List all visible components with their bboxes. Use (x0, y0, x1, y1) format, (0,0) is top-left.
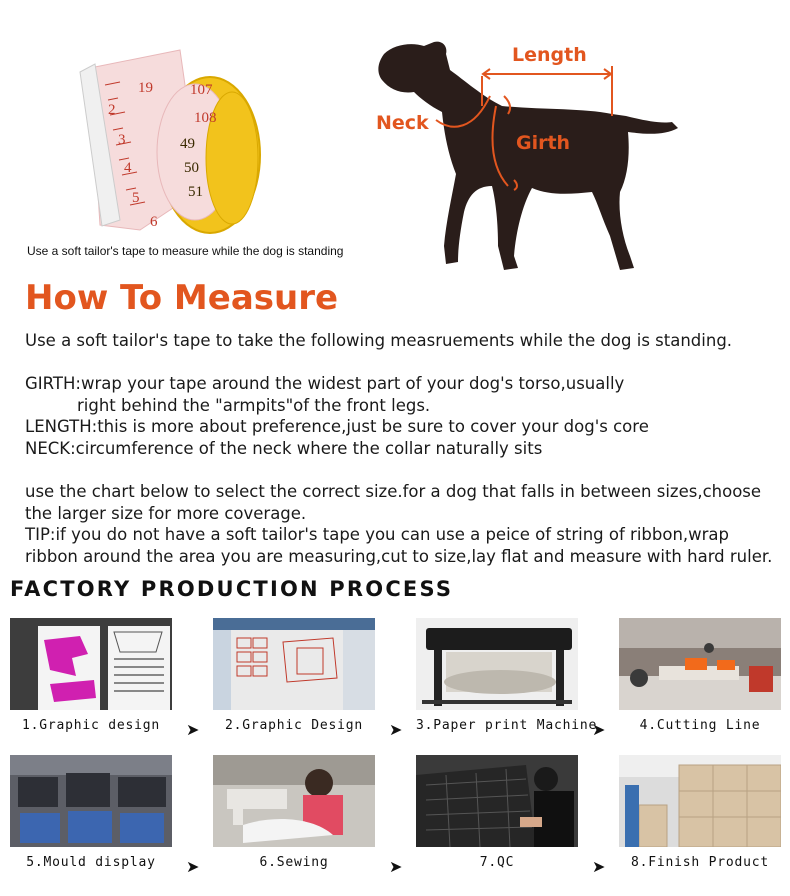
chart-instruction-continued: the larger size for more coverage. (25, 503, 307, 523)
arrow-right-icon: ➤ (186, 857, 200, 876)
length-label: Length (512, 44, 587, 66)
step-label: 1.Graphic design (21, 718, 161, 733)
tape-number: 108 (194, 110, 217, 126)
chart-instruction: use the chart below to select the correct size.for a dog that falls in between sizes,choose (25, 482, 762, 502)
process-step-paper-print-machine (416, 618, 598, 733)
process-step-qc (416, 755, 578, 870)
tape-number: 19 (138, 80, 153, 96)
tape-number: 107 (190, 82, 213, 98)
process-step-graphic-design (10, 618, 172, 733)
tape-measure-image (60, 40, 290, 235)
neck-text: NECK:circumference of the neck where the collar naturally sits (25, 438, 543, 458)
cutting-line-photo (619, 618, 781, 710)
tape-number: 50 (184, 160, 199, 176)
dog-silhouette (378, 42, 678, 270)
tape-number: 49 (180, 136, 195, 152)
length-text: LENGTH:this is more about preference,just be sure to cover your dog's core (25, 417, 649, 437)
quality-check-photo (416, 755, 578, 847)
step-label: 7.QC (479, 855, 515, 870)
arrow-right-icon: ➤ (592, 720, 606, 739)
dog-measurement-diagram (372, 36, 692, 276)
process-step-mould-display (10, 755, 172, 870)
measure-instructions (25, 330, 785, 568)
step-label: 4.Cutting Line (639, 718, 761, 733)
factory-process-title: FACTORY PRODUCTION PROCESS (10, 577, 454, 601)
step-label: 5.Mould display (26, 855, 156, 870)
step-label: 2.Graphic Design (224, 718, 364, 733)
tape-number: 3 (118, 132, 126, 148)
sewing-photo (213, 755, 375, 847)
arrow-right-icon: ➤ (592, 857, 606, 876)
process-step-cutting-line (619, 618, 781, 733)
process-step-sewing (213, 755, 375, 870)
cad-screen-photo (213, 618, 375, 710)
girth-text: GIRTH:wrap your tape around the widest part of your dog's torso,usually (25, 374, 625, 394)
tip-text: TIP:if you do not have a soft tailor's tape you can use a peice of string of ribbon,wrap (25, 525, 730, 545)
step-label: 6.Sewing (259, 855, 329, 870)
process-step-finish-product (619, 755, 781, 870)
tape-caption: Use a soft tailor's tape to measure while the dog is standing (27, 244, 344, 258)
tip-text-continued: ribbon around the area you are measuring,cut to size,lay flat and measure with hard ruler. (25, 546, 773, 566)
neck-label: Neck (376, 112, 429, 134)
mould-display-photo (10, 755, 172, 847)
arrow-right-icon: ➤ (389, 720, 403, 739)
tape-number: 5 (132, 190, 140, 206)
step-label: 3.Paper print Machine (416, 718, 598, 733)
finished-boxes-photo (619, 755, 781, 847)
step-label: 8.Finish Product (630, 855, 770, 870)
tape-number: 51 (188, 184, 203, 200)
arrow-right-icon: ➤ (389, 857, 403, 876)
tape-number: 2 (108, 102, 116, 118)
arrow-right-icon: ➤ (186, 720, 200, 739)
girth-text-continued: right behind the "armpits"of the front legs. (77, 395, 431, 415)
graphic-design-photo (10, 618, 172, 710)
girth-label: Girth (516, 132, 571, 154)
how-to-measure-title: How To Measure (25, 278, 339, 318)
paper-printer-photo (416, 618, 578, 710)
tape-number: 6 (150, 214, 158, 230)
tape-number: 4 (124, 160, 132, 176)
process-step-graphic-design-2 (213, 618, 375, 733)
intro-text: Use a soft tailor's tape to take the following measruements while the dog is standing. (25, 331, 733, 350)
